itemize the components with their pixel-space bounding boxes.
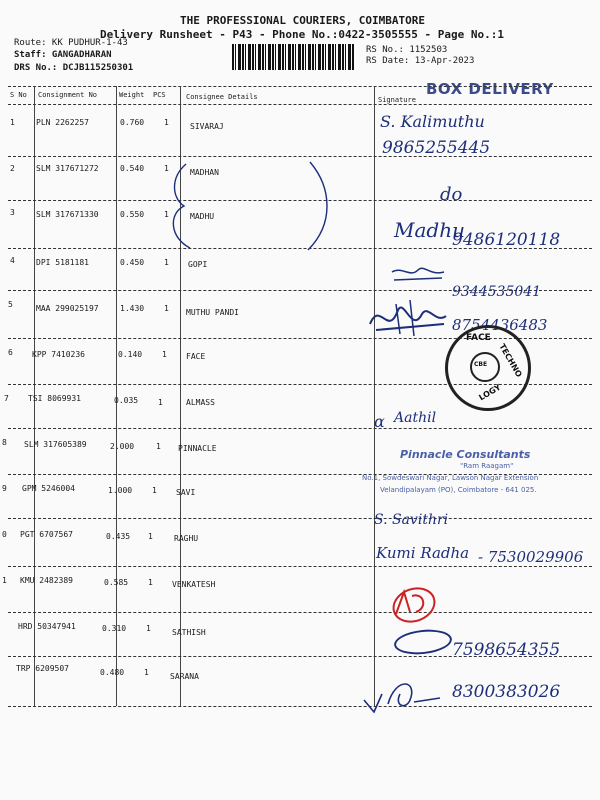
stamp-text-right: TECHNO [497, 342, 524, 379]
row-consignment: SLM 317671272 [36, 164, 99, 173]
row-weight: 0.550 [120, 210, 145, 219]
signature-row13-scribble [360, 670, 444, 716]
row-consignment: KPP 7410236 [32, 350, 85, 359]
signature-row10-name: Kumi Radha [376, 544, 470, 562]
row-consignee: SAVI [176, 488, 196, 497]
row-pcs: 1 [162, 350, 167, 359]
signature-row1-name: S. Kalimuthu [380, 112, 485, 131]
row-pcs: 1 [164, 258, 169, 267]
signature-row10-phone: - 7530029906 [478, 548, 584, 566]
signature-row5-phone: 8754436483 [452, 316, 548, 334]
drs-number: DRS No.: DCJB115250301 [14, 63, 134, 73]
col-sno: S No [10, 91, 27, 99]
row-weight: 1.430 [120, 304, 145, 313]
row-sno: 3 [10, 208, 15, 217]
col-pcs: PCS [153, 91, 166, 99]
row-rule [8, 706, 592, 707]
row-pcs: 1 [148, 578, 153, 587]
row-weight: 0.585 [104, 578, 129, 587]
header-rule-bottom [8, 104, 592, 105]
row-weight: 1.000 [108, 486, 133, 495]
row-sno: 6 [8, 348, 13, 357]
signature-row11-red-stroke [388, 586, 438, 622]
row-weight: 0.310 [102, 624, 127, 633]
row-consignee: ALMASS [186, 398, 215, 407]
row-sno: 5 [8, 300, 13, 309]
row-pcs: 1 [144, 668, 149, 677]
row-consignment: TRP 6209507 [16, 664, 69, 673]
company-name: THE PROFESSIONAL COURIERS, COIMBATORE [180, 14, 426, 27]
row-weight: 0.450 [120, 258, 145, 267]
row-consignment: MAA 299025197 [36, 304, 99, 313]
stamp-text-center: CBE [474, 361, 488, 368]
row-pcs: 1 [152, 486, 157, 495]
row-sno: 1 [2, 576, 7, 585]
row-rule [8, 566, 592, 567]
signature-row4-phone: 9344535041 [452, 284, 542, 300]
row-pcs: 1 [156, 442, 161, 451]
staff-label: Staff: GANGADHARAN [14, 50, 112, 60]
row-consignment: KMU 2482389 [20, 576, 73, 585]
row-pcs: 1 [158, 398, 163, 407]
signature-row7-mark: α [374, 412, 385, 431]
row-weight: 0.480 [100, 668, 125, 677]
row-sno: 4 [10, 256, 15, 265]
row-sno: 2 [10, 164, 15, 173]
col-signature: Signature [378, 96, 416, 104]
row-sno: 7 [4, 394, 9, 403]
row-consignee: RAGHU [174, 534, 199, 543]
route-label: Route: KK PUDHUR-1-43 [14, 38, 128, 48]
row-pcs: 1 [164, 164, 169, 173]
pinnacle-stamp-addr2: Velandipalayam (PO), Coimbatore - 641 025. [380, 486, 537, 494]
row-weight: 0.760 [120, 118, 145, 127]
col-weight: Weight [119, 91, 145, 99]
row-sno: 1 [10, 118, 15, 127]
box-delivery-stamp: BOX DELIVERY [426, 80, 554, 98]
row-consignee: GOPI [188, 260, 208, 269]
row-rule [8, 156, 592, 157]
row-pcs: 1 [146, 624, 151, 633]
row-pcs: 1 [164, 210, 169, 219]
stamp-text-top: FACE [466, 333, 491, 343]
signature-row9-name: S. Savithri [374, 512, 449, 528]
row-sno: 8 [2, 438, 7, 447]
row-rule [8, 518, 592, 519]
row-consignment: TSI 8069931 [28, 394, 81, 403]
col-consignment: Consignment No [38, 91, 98, 99]
row-consignee: MUTHU PANDI [186, 308, 239, 317]
row-consignee: MADHAN [190, 168, 219, 177]
row-rule [8, 612, 592, 613]
signature-row4-scribble [388, 262, 448, 286]
row-consignment: HRD 50347941 [18, 622, 76, 631]
row-pcs: 1 [148, 532, 153, 541]
row-weight: 0.435 [106, 532, 131, 541]
row-consignment: PLN 2262257 [36, 118, 89, 127]
row-consignee: SARANA [170, 672, 199, 681]
row-consignment: SLM 317671330 [36, 210, 99, 219]
col-divider [374, 86, 375, 706]
row-rule [8, 428, 592, 429]
col-consignee: Consignee Details [186, 93, 258, 101]
signature-row5-scribble [366, 294, 450, 342]
pinnacle-stamp-name: Pinnacle Consultants [400, 448, 531, 461]
row-pcs: 1 [164, 118, 169, 127]
row-consignee: SATHISH [172, 628, 206, 637]
row-sno: 9 [2, 484, 7, 493]
signature-row13-phone: 8300383026 [452, 682, 561, 702]
signature-row7-name: Aathil [394, 410, 437, 426]
row-weight: 2.000 [110, 442, 135, 451]
row-weight: 0.140 [118, 350, 143, 359]
signature-row12-loop [393, 627, 453, 657]
pinnacle-stamp-sub: "Ram Raagam" [460, 462, 514, 470]
signature-row2-ditto: do [440, 184, 463, 205]
signature-row12-phone: 7598654355 [452, 640, 561, 660]
row-consignment: SLM 317605389 [24, 440, 87, 449]
rs-date: RS Date: 13-Apr-2023 [366, 56, 475, 66]
row-consignment: DPI 5181181 [36, 258, 89, 267]
runsheet-title: Delivery Runsheet - P43 - Phone No.:0422-3505555 - Page No.:1 [100, 28, 504, 41]
row-consignee: SIVARAJ [190, 122, 224, 131]
row-weight: 0.540 [120, 164, 145, 173]
stamp-text-bottom: LOGY [477, 382, 503, 403]
row-consignment: PGT 6707567 [20, 530, 73, 539]
barcode [232, 44, 354, 70]
header-rule-top [8, 86, 592, 87]
row-weight: 0.035 [114, 396, 139, 405]
row-consignee: MADHU [190, 212, 215, 221]
pinnacle-stamp-addr1: No.1, Sowdeswari Nagar, Lawson Nagar Extension [362, 474, 539, 482]
handwritten-bracket [160, 158, 340, 254]
signature-row3-phone: 9486120118 [452, 230, 561, 250]
signature-row1-phone: 9865255445 [382, 138, 491, 158]
rs-number: RS No.: 1152503 [366, 45, 448, 55]
row-consignee: VENKATESH [172, 580, 216, 589]
row-pcs: 1 [164, 304, 169, 313]
row-consignee: PINNACLE [178, 444, 217, 453]
row-consignee: FACE [186, 352, 206, 361]
signature-row3-name: Madhu [394, 218, 465, 242]
row-consignment: GPM 5246004 [22, 484, 75, 493]
row-sno: 0 [2, 530, 7, 539]
